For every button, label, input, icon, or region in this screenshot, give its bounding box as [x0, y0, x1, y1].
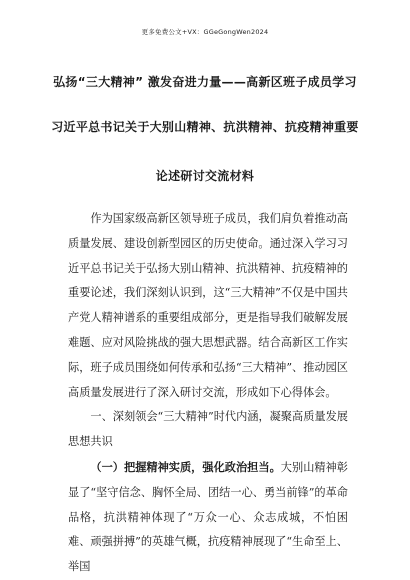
title-line-2: 习近平总书记关于大别山精神、抗洪精神、抗疫精神重要: [51, 120, 359, 134]
title-line-3: 论述研讨交流材料: [155, 169, 255, 183]
header-note: 更多免费公文+VX：GGeGongWen2024: [141, 28, 269, 36]
document-body: [68, 207, 348, 580]
subsection-text-1: 大别山精神彰显了“坚守信念、胸怀全局、团结一心、勇当前锋”的革命品格，抗洪精神体现了“万众一心、众志成城，不怕困难、顽强拼搏”的英雄气概，抗疫精神展现了“生命至上、举国: [68, 460, 348, 574]
intro-paragraph: 作为国家级高新区领导班子成员，我们肩负着推动高质量发展、建设创新型园区的历史使命。通过深入学习习近平总书记关于弘扬大别山精神、抗洪精神、抗疫精神的重要论述，我们深刻认识到，这“三大精神”不仅是中国共产党人精神谱系的重要组成部分，更是指导我们破解发展难题、应对风险挑战的强大思想武器。结合高新区工作实际，班子成员围绕如何传承和弘扬“三大精神”、推动园区高质量发展进行了深入研讨交流，形成如下心得体会。: [68, 212, 348, 399]
subsection-label-1: （一）把握精神实质，强化政治担当。: [90, 459, 281, 474]
title-line-1: 弘扬“三大精神” 激发奋进力量——高新区班子成员学习: [53, 75, 357, 89]
subsection-paragraph-1: [68, 455, 348, 580]
section-heading-1: 一、深刻领会“三大精神”时代内涵，凝聚高质量发展思想共识: [68, 410, 348, 449]
